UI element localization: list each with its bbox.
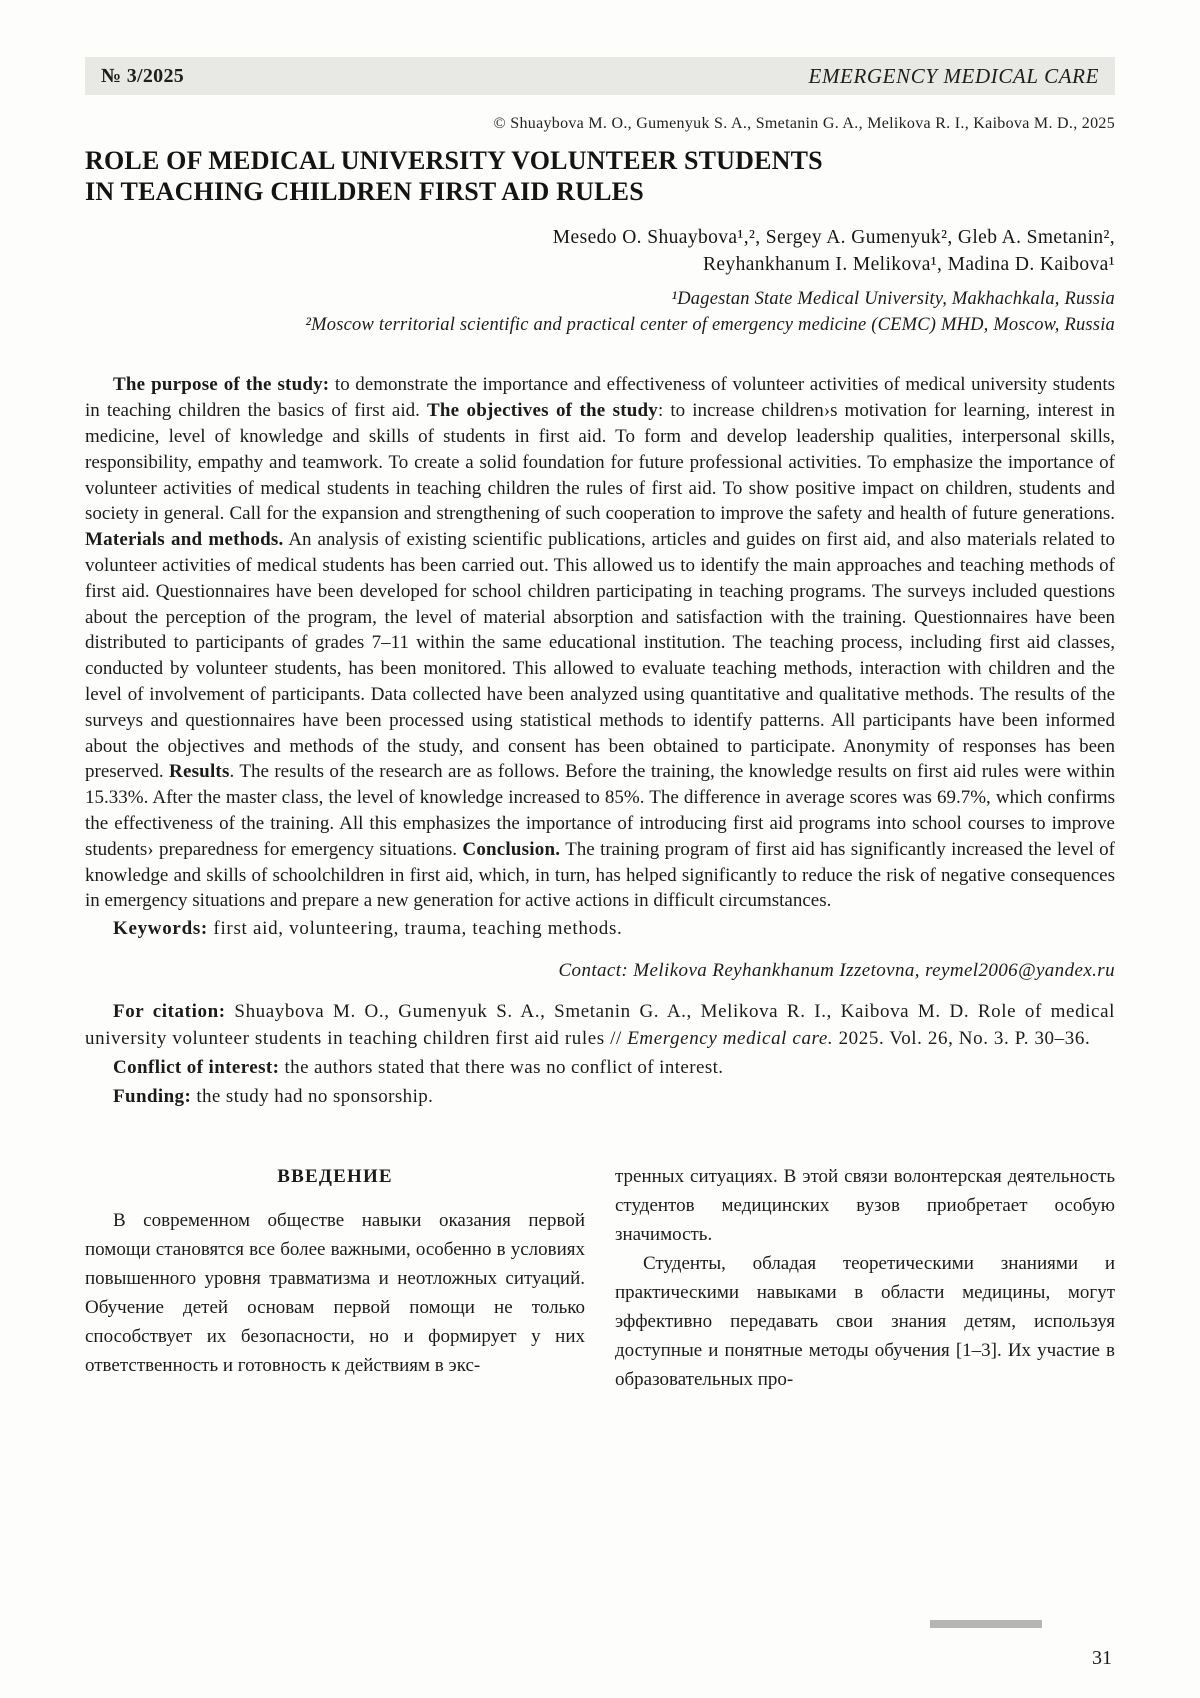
contact-line: Contact: Melikova Reyhankhanum Izzetovna, reymel2006@yandex.ru: [558, 960, 1115, 982]
affiliations-block: [85, 286, 1115, 338]
journal-title: EMERGENCY MEDICAL CARE: [808, 63, 1099, 88]
abstract-methods-text: An analysis of existing scientific publications, articles and guides on first aid, and also materials related to volunteer activities of medical students has been carried out. This allowed us to identify the main approaches and teaching methods of first aid. Questionnaires have been developed for school children participating in teaching programs. The surveys included questions about the perception of the program, the level of material absorption and satisfaction with the training. Questionnaires have been distributed to participants of grades 7–11 within the same educational institution. The teaching process, including first aid classes, conducted by volunteer students, has been monitored. This allowed to evaluate teaching methods, interaction with children and the level of involvement of participants. Data collected have been analyzed using quantitative and qualitative methods. The results of the surveys and questionnaires have been processed using statistical methods to identify patterns. All participants have been informed about the objectives and methods of the study, and consent has been obtained to participate. Anonymity of responses has been preserved.: [85, 529, 1115, 783]
abstract-conclusion-text: The training program of first aid has significantly increased the level of knowledge and skills of schoolchildren in first aid, which, in turn, has helped significantly to reduce the risk of negative consequences in emergency situations and prepare a new generation for active actions in difficult circumstances.: [85, 838, 1115, 912]
issue-number: № 3/2025: [101, 64, 185, 87]
affiliation-1: ¹Dagestan State Medical University, Makhachkala, Russia: [671, 289, 1115, 310]
abstract-results-text: . The results of the research are as follows. Before the training, the knowledge results on first aid rules were within 15.33%. After the master class, the level of knowledge increased to 85%. The difference in average scores was 69.7%, which confirms the effectiveness of the training. All this emphasizes the importance of introducing first aid programs into school courses to improve students› preparedness for emergency situations.: [85, 761, 1115, 860]
authors-line2: Reyhankhanum I. Melikova¹, Madina D. Kaibova¹: [702, 254, 1115, 276]
authors-line1: Mesedo O. Shuaybova¹,², Sergey A. Gumenyuk², Gleb A. Smetanin²,: [552, 227, 1115, 249]
abstract-objectives-label: The objectives of the study: [426, 400, 659, 422]
intro-right-column: [615, 1162, 1115, 1394]
funding-label: Funding:: [113, 1086, 192, 1108]
intro-left-column: [85, 1162, 585, 1394]
abstract-purpose-label: The purpose of the study:: [113, 374, 330, 396]
abstract-results-label: Results: [169, 761, 230, 783]
affiliation-2: ²Moscow territorial scientific and practical center of emergency medicine (CEMC) MHD, Moscow, Russia: [305, 315, 1115, 336]
introduction-heading: ВВЕДЕНИЕ: [277, 1166, 393, 1188]
copyright-line: © Shuaybova M. O., Gumenyuk S. A., Smetanin G. A., Melikova R. I., Kaibova M. D., 2025: [493, 115, 1115, 132]
article-title-line1: ROLE OF MEDICAL UNIVERSITY VOLUNTEER STUDENTS: [85, 146, 823, 175]
funding-line: [85, 1083, 1115, 1110]
keywords-line: [85, 916, 1115, 942]
authors-block: [85, 224, 1115, 278]
intro-right-paragraph-2: Студенты, обладая теоретическими знаниями и практическими навыками в области медицины, могут эффективно передавать свои знания детям, используя доступные и понятные методы обучения [1–3]. Их участие в образовательных про-: [615, 1253, 1115, 1391]
conflict-label: Conflict of interest:: [113, 1057, 280, 1079]
abstract: [85, 372, 1115, 914]
keywords-text: first aid, volunteering, trauma, teaching methods.: [207, 918, 623, 940]
citation-block: [85, 998, 1115, 1052]
abstract-conclusion-label: Conclusion.: [462, 838, 561, 860]
conflict-of-interest-line: [85, 1054, 1115, 1081]
citation-text-2: 2025. Vol. 26, No. 3. P. 30–36.: [833, 1028, 1091, 1050]
introduction-section: [85, 1162, 1115, 1394]
page-number: 31: [1092, 1647, 1112, 1669]
abstract-methods-label: Materials and methods.: [85, 529, 284, 551]
intro-right-paragraph-1: тренных ситуациях. В этой связи волонтерская деятельность студентов медицинских вузов приобретает особую значимость.: [615, 1166, 1115, 1246]
citation-journal-name: Emergency medical care.: [627, 1028, 834, 1050]
intro-left-paragraph: В современном обществе навыки оказания первой помощи становятся все более важными, особенно в условиях повышенного уровня травматизма и неотложных ситуаций. Обучение детей основам первой помощи не только способствует их безопасности, но и формирует у них ответственность и готовность к действиям в экс-: [85, 1210, 585, 1377]
abstract-objectives-text: : to increase children›s motivation for learning, interest in medicine, level of knowledge and skills of students in first aid. To form and develop leadership qualities, interpersonal skills, responsibility, empathy and teamwork. To create a solid foundation for future professional activities. To emphasize the importance of volunteer activities of medical students in teaching children the rules of first aid. To show positive impact on children, students and society in general. Call for the expansion and strengthening of such cooperation to improve the safety and health of future generations.: [85, 400, 1115, 525]
footer-rule: [930, 1620, 1042, 1628]
citation-label: For citation:: [113, 1001, 226, 1023]
article-title-line2: IN TEACHING CHILDREN FIRST AID RULES: [85, 177, 644, 206]
conflict-text: the authors stated that there was no conflict of interest.: [279, 1057, 724, 1079]
funding-text: the study had no sponsorship.: [191, 1086, 434, 1108]
keywords-label: Keywords:: [113, 918, 208, 940]
citation-text-1: Shuaybova M. O., Gumenyuk S. A., Smetanin G. A., Melikova R. I., Kaibova M. D. Role of medical university volunteer students in teaching children first aid rules //: [85, 1001, 1115, 1050]
running-header: [85, 57, 1115, 95]
abstract-purpose-text: to demonstrate the importance and effectiveness of volunteer activities of medical university students in teaching children the basics of first aid.: [85, 374, 1115, 422]
article-title: [85, 145, 1115, 207]
